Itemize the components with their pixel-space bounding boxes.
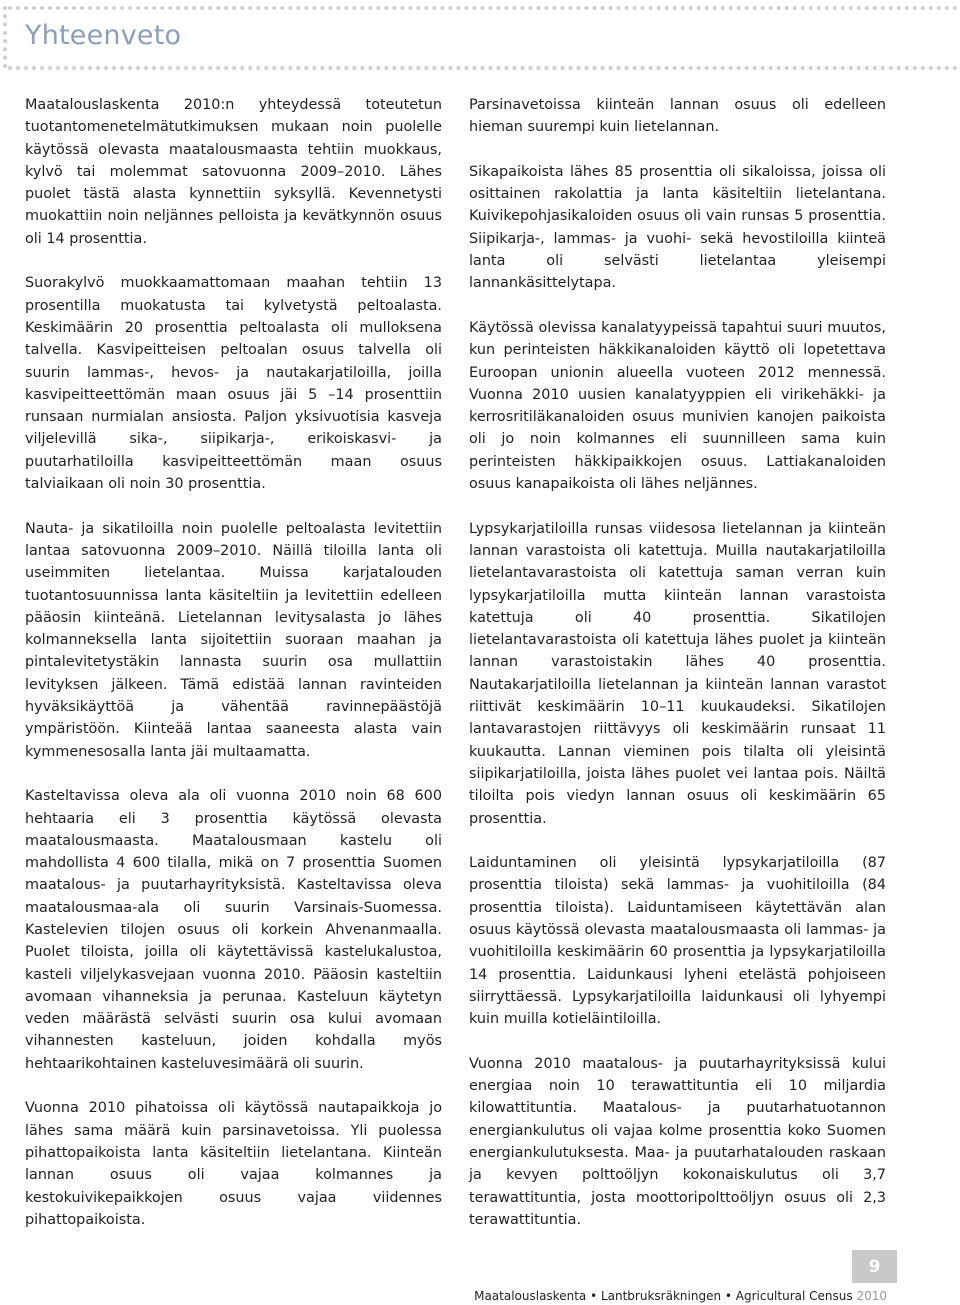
- paragraph: Vuonna 2010 pihatoissa oli käytössä nautapaikkoja jo lähes sama määrä kuin parsinavetoissa. Yli puolessa pihattopaikoista lanta käsiteltiin lietelantana. Kiinteän lannan osuus oli vajaa kolmannes ja kestokuivikepaikkojen osuus vajaa viidennes pihattopaikoista.: [25, 1100, 442, 1228]
- paragraph: Kasteltavissa oleva ala oli vuonna 2010 noin 68 600 hehtaaria eli 3 prosenttia käytössä olevasta maatalousmaasta. Maatalousmaan kastelu oli mahdollista 4 600 tilalla, mikä on 7 prosenttia Suomen maatalous- ja puutarhayrityksistä. Kasteltavissa oleva maatalousmaa-ala oli suurin Varsinais-Suomessa. Kastelevien tilojen osuus oli korkein Ahvenanmaalla. Puolet tiloista, joilla oli käytettävissä kastelukalustoa, kasteli viljelykasvejaan vuonna 2010. Pääosin kasteltiin avomaan vihanneksia ja perunaa. Kasteluun käytetyn veden määrästä selvästi suurin osa kului avomaan vihannesten kasteluun, joiden kohdalla myös hehtaarikohtainen kasteluvesimäärä oli suurin.: [25, 788, 442, 1072]
- top-dotted-rule: [8, 6, 958, 10]
- paragraph: Parsinavetoissa kiinteän lannan osuus oli edelleen hieman suurempi kuin lietelannan.: [469, 97, 886, 136]
- paragraph: Käytössä olevissa kanalatyypeissä tapahtui suuri muutos, kun perinteisten häkkikanaloiden käyttö oli lopetettava Euroopan unionin alueella vuoteen 2012 mennessä. Vuonna 2010 uusien kanalatyyppien eli virikehäkki- ja kerrosritiläkanaloiden osuus munivien kanojen paikoista oli jo noin kolmannes eli suunnilleen sama kuin perinteisten häkkipaikkojen osuus. Lattiakanaloiden osuus kanapaikoista oli lähes neljännes.: [469, 319, 886, 493]
- paragraph: Sikapaikoista lähes 85 prosenttia oli sikaloissa, joissa oli osittainen rakolattia ja lanta käsiteltiin lietelantana. Kuivikepohjasikaloiden osuus oli vain runsas 5 prosenttia. Siipikarja-, lammas- ja vuohi- sekä hevostiloilla kiinteä lanta oli selvästi lietelantaa yleisempi lannankäsittelytapa.: [469, 163, 886, 292]
- paragraph: Laiduntaminen oli yleisintä lypsykarjatiloilla (87 prosenttia tiloista) sekä lammas- ja vuohitiloilla (84 prosenttia tiloista). Laiduntamiseen käytettävän alan osuus käytössä olevasta maatalousmaasta oli lammas- ja vuohitiloilla keskimäärin 60 prosenttia ja lypsykarjatiloilla 14 prosenttia. Laidunkausi lyheni etelästä pohjoiseen siirryttäessä. Lypsykarjatiloilla laidunkausi oli lyhyempi kuin muilla kotieläintiloilla.: [469, 855, 886, 1028]
- left-dotted-rule: [3, 6, 7, 68]
- page-number: 9: [852, 1250, 897, 1283]
- footer-publication: [474, 1289, 887, 1303]
- paragraph: Vuonna 2010 maatalous- ja puutarhayrityksissä kului energiaa noin 10 terawattituntia eli 10 miljardia kilowattituntia. Maatalous- ja puutarhatuotannon energiankulutus oli vajaa kolme prosenttia koko Suomen energiankulutuksesta. Maa- ja puutarhatalouden raskaan ja kevyen polttoöljyn kokonaiskulutus oli 3,7 terawattituntia, josta moottoripolttoöljyn osuus oli 2,3 terawattituntia.: [469, 1055, 886, 1228]
- paragraph: Suorakylvö muokkaamattomaan maahan tehtiin 13 prosentilla muokatusta tai kylvetystä peltoalasta. Keskimäärin 20 prosenttia peltoalasta oli mulloksena talvella. Kasvipeitteisen peltoalan osuus talvella oli suurin lammas-, hevos- ja nautakarjatiloilla, joilla kasvipeitteettömän maan osuus jäi 5 –14 prosenttiin runsaan nurmialan ansiosta. Paljon yksivuotisia kasveja viljelevillä sika-, siipikarja-, erikoiskasvi- ja puutarhatiloilla kasvipeitteettömän maan osuus talviaikaan oli noin 30 prosenttia.: [25, 275, 442, 493]
- right-column: [469, 94, 886, 1231]
- footer-year: 2010: [856, 1289, 887, 1303]
- left-column: [25, 94, 442, 1231]
- footer-publication-name: Maatalouslaskenta • Lantbruksräkningen • Agricultural Census: [474, 1289, 853, 1303]
- paragraph: Maatalouslaskenta 2010:n yhteydessä toteutetun tuotantomenetelmätutkimuksen mukaan noin puolelle käytössä olevasta maatalousmaasta tehtiin muokkaus, kylvö tai molemmat satovuonna 2009–2010. Lähes puolet tästä alasta kynnettiin syksyllä. Kevennetysti muokattiin noin neljännes pelloista ja kevätkynnön osuus oli 14 prosenttia.: [25, 97, 442, 247]
- page-title: Yhteenveto: [25, 20, 182, 51]
- paragraph: Lypsykarjatiloilla runsas viidesosa lietelannan ja kiinteän lannan varastoista oli katettuja. Muilla nautakarjatiloilla lietelantavarastoista oli katettuja saman verran kuin lypsykarjatiloilla mutta kiinteän lannan varastoista katettuja oli 40 prosenttia. Sikatilojen lietelantavarastoista oli katettuja lähes puolet ja kiinteän lannan varastoistakin lähes 40 prosenttia. Nautakarjatiloilla lietelannan ja kiinteän lannan varastot riittivät keskimäärin 10–11 kuukaudeksi. Sikatilojen lantavarastojen riittävyys oli keskimäärin runsaat 11 kuukautta. Lannan vieminen pois tilalta oli yleisintä siipikarjatiloilla, joista lähes puolet vei lantaa pois. Näiltä tiloilta pois viedyn lannan osuus oli keskimäärin 65 prosenttia.: [469, 520, 886, 827]
- title-dotted-rule: [8, 66, 958, 70]
- paragraph: Nauta- ja sikatiloilla noin puolelle peltoalasta levitettiin lantaa satovuonna 2009–2010. Näillä tiloilla lanta oli useimmiten lietelantaa. Muissa karjatalouden tuotantosuunnissa lanta käsiteltiin ja levitettiin edelleen pääosin kiinteänä. Lietelannan levitysalasta jo lähes kolmanneksella lanta sijoitettiin suoraan maahan ja pintalevitetystäkin lannasta suurin osa mullattiin levityksen jälkeen. Tämä edistää lannan ravinteiden hyväksikäyttöä ja vähentää ravinnepäästöjä ympäristöön. Kiinteää lantaa saaneesta alasta vain kymmenesosalla lanta jäi multaamatta.: [25, 520, 442, 760]
